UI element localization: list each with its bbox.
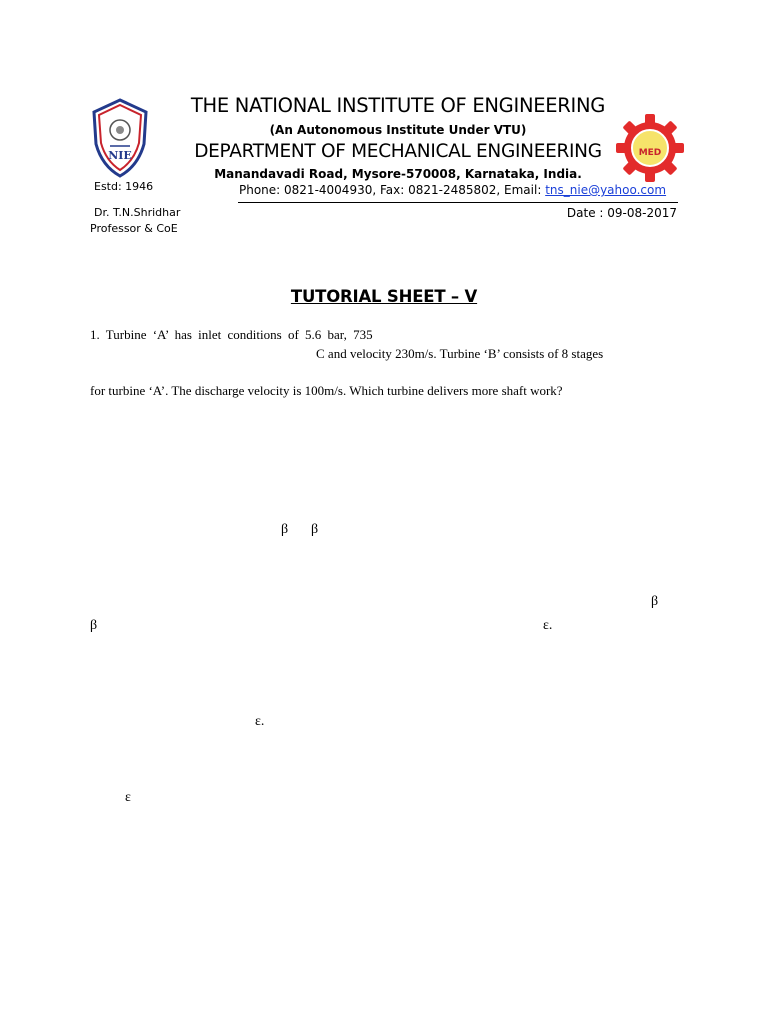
svg-text:NIE: NIE [108,149,132,162]
author-designation: Professor & CoE [90,222,178,235]
header-divider [238,202,678,203]
phone-fax-text: Phone: 0821-4004930, Fax: 0821-2485802, Email: [239,183,546,197]
epsilon-symbol: ε [125,790,131,805]
svg-text:MED: MED [638,148,662,158]
established-year: Estd: 1946 [94,180,154,193]
email-link[interactable]: tns_nie@yahoo.com [545,183,667,197]
beta-symbol: β [311,522,319,537]
autonomous-subtitle: (An Autonomous Institute Under VTU) [269,123,527,137]
question-1-line-3: for turbine ‘A’. The discharge velocity is 100m/s. Which turbine delivers more shaft work? [90,383,563,398]
page-title: TUTORIAL SHEET – V [290,287,478,306]
epsilon-symbol: ε. [255,714,265,729]
beta-symbol: β [90,618,98,633]
department-name: DEPARTMENT OF MECHANICAL ENGINEERING [194,141,602,162]
question-1-line-1: 1. Turbine ‘A’ has inlet conditions of 5.6 bar, 735 [90,327,373,342]
institute-name: THE NATIONAL INSTITUTE OF ENGINEERING [190,94,606,117]
beta-symbol: β [281,522,289,537]
author-name: Dr. T.N.Shridhar [94,206,181,219]
beta-symbol: β [651,594,659,609]
contact-line [239,183,666,197]
question-1-line-2: C and velocity 230m/s. Turbine ‘B’ consists of 8 stages [316,346,604,361]
sheet-date: Date : 09-08-2017 [566,206,677,220]
epsilon-symbol: ε. [543,618,553,633]
address-line: Manandavadi Road, Mysore-570008, Karnataka, India. [214,167,582,181]
